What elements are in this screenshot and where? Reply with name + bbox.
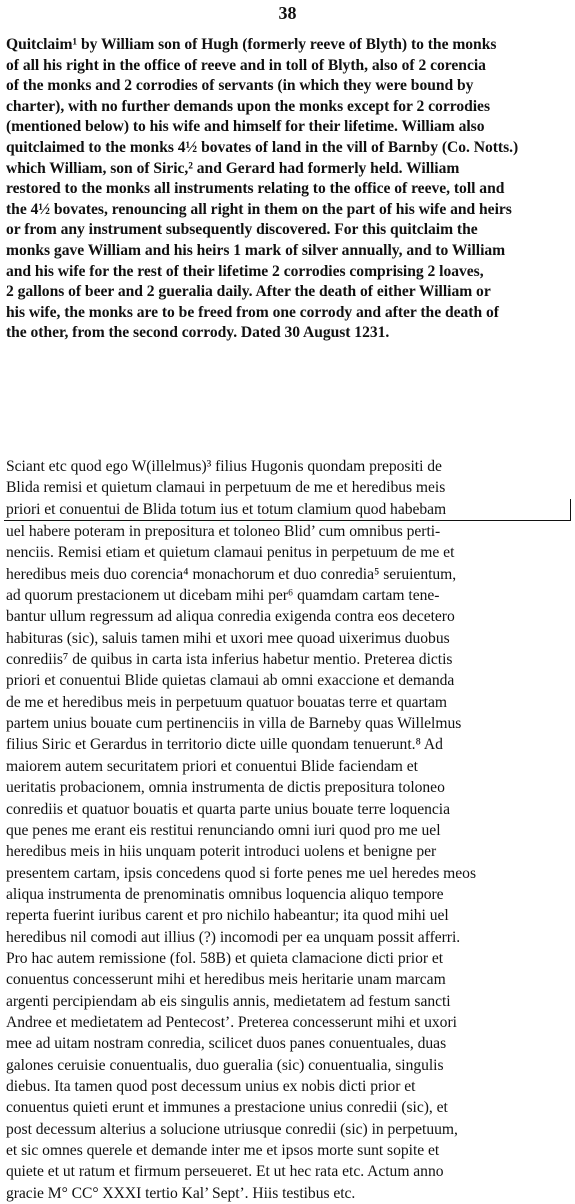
latin-line: ueritatis probacionem, omnia instrumenta de dictis prepositura toloneo (6, 779, 445, 797)
latin-line: conrediis et quatuor bouatis et quarta parte unius bouate terre loquencia (6, 800, 450, 818)
latin-line: argenti percipiendam ab eis singulis annis, medietatem ad festum sancti (6, 992, 451, 1010)
latin-line: bantur ullum regressum ad aliqua conredia exigenda contra eos decetero (6, 608, 455, 626)
latin-line: ad quorum prestacionem ut dicebam mihi per⁶ quamdam cartam tene- (6, 587, 440, 605)
summary-line: 2 gallons of beer and 2 gueralia daily. After the death of either William or (6, 283, 491, 301)
latin-line: gracie M° CC° XXXI tertio Kal’ Sept’. Hiis testibus etc. (6, 1184, 356, 1202)
latin-line: conrediis⁷ de quibus in carta ista inferius habetur mentio. Preterea dictis (6, 651, 453, 669)
summary-line: of the monks and 2 corrodies of servants (in which they were bound by (6, 77, 474, 95)
summary-line: and his wife for the rest of their lifetime 2 corrodies comprising 2 loaves, (6, 262, 484, 280)
latin-line: conuentus concesserunt mihi et heredibus meis heritarie unam marcam (6, 971, 446, 989)
latin-line: heredibus meis in hiis unquam poterit introduci uolens et benigne per (6, 843, 437, 861)
summary-line: quitclaimed to the monks 4½ bovates of land in the vill of Barnby (Co. Notts.) (6, 138, 519, 156)
latin-line: Sciant etc quod ego W(illelmus)³ filius Hugonis quondam prepositi de (6, 458, 442, 475)
latin-line: Blida remisi et quietum clamaui in perpetuum de me et heredibus meis (6, 479, 446, 497)
summary-line: his wife, the monks are to be freed from one corrody and after the death of (6, 303, 499, 321)
latin-line: presentem cartam, ipsis concedens quod si forte penes me uel heredes meos (6, 864, 476, 882)
latin-line: Pro hac autem remissione (fol. 58B) et quieta clamacione dicti prior et (6, 949, 444, 967)
latin-line: reperta fuerint iuribus carent et pro nichilo habeantur; ita quod mihi uel (6, 907, 449, 925)
summary-line: the 4½ bovates, renouncing all right in them on the part of his wife and heirs (6, 200, 512, 218)
latin-line: de me et heredibus meis in perpetuum quatuor bouatas terre et quartam (6, 693, 447, 711)
summary-line: the other, from the second corrody. Dated 30 August 1231. (6, 324, 390, 342)
latin-line: diebus. Ita tamen quod post decessum unius ex nobis dicti prior et (6, 1077, 416, 1095)
page-number: 38 (278, 3, 297, 23)
latin-line: que penes me erant eis restitui renunciando omni iuri quod pro me uel (6, 821, 441, 839)
latin-line: uel habere poteram in prepositura et toloneo Blid’ cum omnibus perti- (6, 523, 441, 541)
latin-line: mee ad uitam nostram conredia, scilicet duos panes conuentuales, duas (6, 1035, 447, 1053)
latin-line: maiorem autem securitatem priori et conuentui Blide faciendam et (6, 757, 418, 775)
summary-line: which William, son of Siric,² and Gerard had formerly held. William (6, 159, 460, 177)
latin-charter-text (6, 456, 571, 1204)
latin-line: filius Siric et Gerardus in territorio dicte uille quondam tenuerunt.⁸ Ad (6, 736, 443, 754)
latin-line: heredibus nil comodi aut illius (?) incomodi per ea unquam possit afferri. (6, 928, 461, 946)
summary-line: restored to the monks all instruments relating to the office of reeve, toll and (6, 180, 505, 198)
latin-line: heredibus meis duo corencia⁴ monachorum et duo conredia⁵ seruientum, (6, 565, 457, 583)
summary-line: (mentioned below) to his wife and himself for their lifetime. William also (6, 118, 485, 136)
summary-line: charter), with no further demands upon the monks except for 2 corrodies (6, 97, 490, 115)
latin-line: galones ceruisie conuentualis, duo gueralia (sic) conuentualia, singulis (6, 1056, 444, 1074)
latin-line: habituras (sic), saluis tamen mihi et uxori mee quoad uixerimus duobus (6, 629, 450, 647)
summary-line: or from any instrument subsequently discovered. For this quitclaim the (6, 221, 478, 239)
latin-line: nenciis. Remisi etiam et quietum clamaui penitus in perpetuum de me et (6, 544, 455, 562)
summary-line: monks gave William and his heirs 1 mark of silver annually, and to William (6, 241, 506, 259)
latin-line: priori et conuentui de Blida totum ius et totum clamium quod habebam (4, 499, 571, 521)
latin-line: quiete et ut ratum et firmum perseueret. Et ut hec rata etc. Actum anno (6, 1163, 444, 1181)
latin-line: priori et conuentui Blide quietas clamaui ab omni exaccione et demanda (6, 672, 455, 690)
charter-summary (6, 35, 568, 344)
summary-line: of all his right in the office of reeve and in toll of Blyth, also of 2 corencia (6, 56, 486, 74)
latin-line: partem unius bouate cum pertinenciis in villa de Barneby quas Willelmus (6, 715, 462, 733)
summary-line: Quitclaim¹ by William son of Hugh (formerly reeve of Blyth) to the monks (6, 36, 497, 53)
latin-line: aliqua instrumenta de prenominatis omnibus loquencia aliquo tempore (6, 885, 444, 903)
latin-line: Andree et medietatem ad Pentecost’. Preterea concesserunt mihi et uxori (6, 1013, 457, 1031)
latin-line: conuentus quieti erunt et immunes a prestacione unius conredii (sic), et (6, 1099, 448, 1117)
latin-line: et sic omnes querele et demande inter me et ipsos morte sunt sopite et (6, 1142, 440, 1159)
latin-line: post decessum alterius a solucione utriusque conredii (sic) in perpetuum, (6, 1120, 458, 1138)
